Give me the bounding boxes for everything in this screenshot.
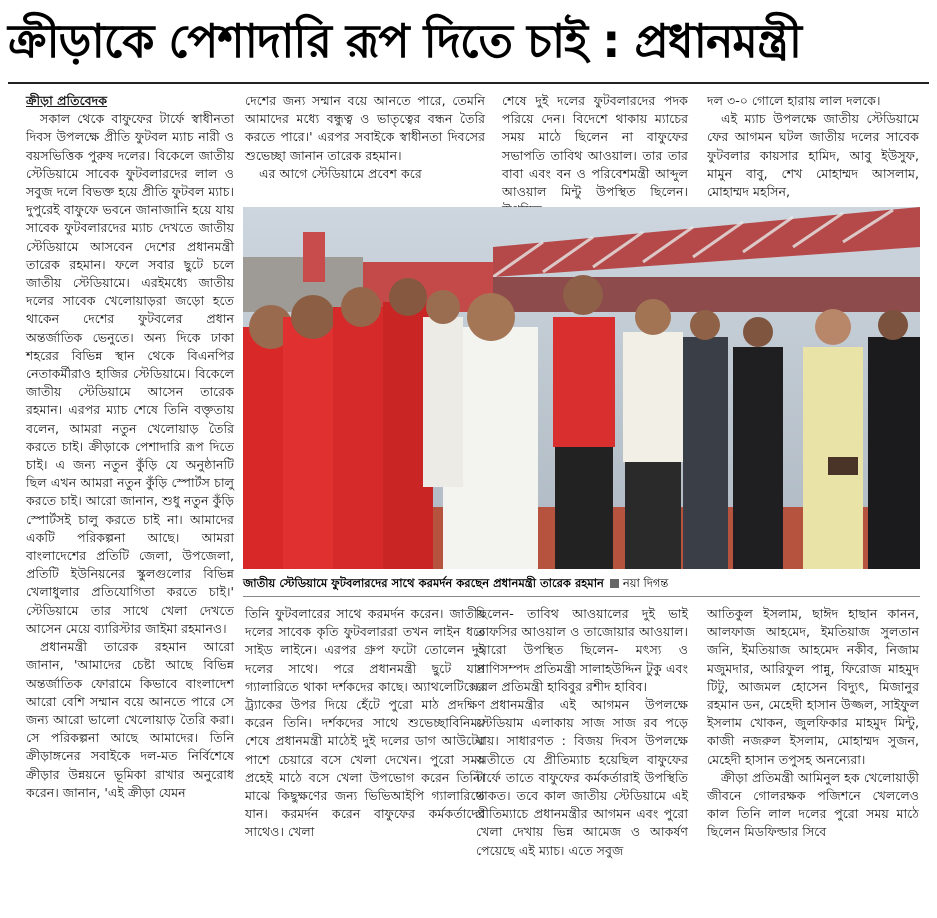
paragraph: ছিলেন- তাবিথ আওয়ালের দুই ভাই তাফসির আওয়াল ও তাজোয়ার আওয়াল। আরো উপস্থিত ছিলেন- মৎস্য ও প্রাণিসম্পদ প্রতিমন্ত্রী সালাহউদ্দিন টুকু এবং রেল প্রতিমন্ত্রী হাবিবুর রশীদ হাবিব। <box>476 606 688 694</box>
caption-divider <box>243 596 920 597</box>
news-photo <box>243 207 920 569</box>
caption-text: জাতীয় স্টেডিয়ামে ফুটবলারদের সাথে করমর্দন করছেন প্রধানমন্ত্রী তারেক রহমান <box>243 576 604 590</box>
photo-caption <box>243 572 920 594</box>
article-column-3-bottom <box>476 605 688 913</box>
paragraph: দল ৩-০ গোলে হারায় লাল দলকে। <box>707 93 881 108</box>
article-column-4-bottom <box>707 605 919 913</box>
paragraph: দেশের জন্য সম্মান বয়ে আনতে পারে, তেমনি আমাদের মধ্যে বন্ধুত্ব ও ভাতৃত্বের বন্ধন তৈরি করতে পারে।' এরপর সবাইকে স্বাধীনতা দিবসের শুভেচ্ছা জানান তারেক রহমান। <box>245 93 485 163</box>
paragraph: শেষে দুই দলের ফুটবলারদের পদক পরিয়ে দেন। বিদেশে থাকায় ম্যাচের সময় মাঠে ছিলেন না বাফুফের সভাপতি তাবিথ আওয়াল। তার তার বাবা এবং বন ও পরিবেশমন্ত্রী আব্দুল আওয়াল মিন্টু উপস্থিত ছিলেন। <box>502 93 688 200</box>
paragraph: এই ম্যাচ উপলক্ষে জাতীয় স্টেডিয়ামে ফের আগমন ঘটল জাতীয় দলের সাবেক ফুটবলার কায়সার হামিদ, আবু ইউসুফ, মামুন বাবু, শেখ মোহাম্মদ আসলাম, মোহাম্মদ মহসিন, <box>707 111 919 200</box>
byline: ক্রীড়া প্রতিবেদক <box>26 93 108 108</box>
paragraph: প্রধানমন্ত্রীর এই আগমন উপলক্ষে স্টেডিয়াম এলাকায় সাজ সাজ রব পড়ে যায়। সাধারণত : বিজয় দিবস উপলক্ষে অতীতে যে প্রীতিম্যাচ হয়েছিল বাফুফের টার্ফে তাতে বাফুফের কর্মকর্তারাই উপস্থিতি থাকত। তবে কাল জাতীয় স্টেডিয়ামে এই প্রীতিম্যাচে প্রধানমন্ত্রীর আগমন এবং পুরো খেলা দেখায় ভিন্ন আমেজ ও আকর্ষণ পেয়েছে এই ম্যাচ। এতে সবুজ <box>476 697 688 858</box>
paragraph: প্রধানমন্ত্রী তারেক রহমান আরো জানান, 'আমাদের চেষ্টা আছে বিভিন্ন অন্তর্জাতিক ফোরামে কিভাবে বাংলাদেশ আরো বেশি সম্মান বয়ে আনতে পারে সে জন্য আরো ভালো খেলোয়াড় তৈরি করা। সে পরিকল্পনা আছে আমাদের। তিনি ক্রীড়াঙ্গনের সবাইকে দল-মত নির্বিশেষে ক্রীড়ার উন্নয়নে ভূমিকা রাখার অনুরোধ করেন। জানান, 'এই ক্রীড়া যেমন <box>26 639 234 800</box>
paragraph: আতিকুল ইসলাম, ছাঈদ হাছান কানন, আলফাজ আহমেদ, ইমতিয়াজ সুলতান জনি, ইমতিয়াজ আহমেদ নকীব, নিজাম মজুমদার, আরিফুল পান্নু, ফিরোজ মাহমুদ টিটু, আজমল হোসেন বিদ্যুৎ, মিজানুর রহমান ডন, মেহেদী হাসান উজ্জল, সাইফুল ইসলাম খোকন, জুলফিকার মাহমুদ মিন্টু, কাজী নজরুল ইসলাম, মোহাম্মদ সুজন, মেহেদী হাসান তপুসহ অনন্যেরা। <box>707 606 919 767</box>
headline: ক্রীড়াকে পেশাদারি রূপ দিতে চাই : প্রধানমন্ত্রী <box>8 14 802 68</box>
photo-credit: নয়া দিগন্ত <box>622 576 669 590</box>
paragraph: তিনি ফুটবলারের সাথে করমর্দন করেন। জাতীয় দলের সাবেক কৃতি ফুটবলাররা তখন লাইন ধরে সাইড লাইনে। এরপর গ্রুপ ফটো তোলেন দুই দলের সাথে। পরে প্রধানমন্ত্রী ছুটে যান গ্যালারিতে থাকা দর্শকদের কাছে। অ্যাথলেটিক্সের ট্র্যাকের উপর দিয়ে হেঁটে পুরো মাঠ প্রদক্ষিণ করেন তিনি। দর্শকদের সাথে শুভেচ্ছাবিনিময় শেষে প্রধানমন্ত্রী মাঠেই দুই দলের ডাগ আউটের পাশে চেয়ারে বসে খেলা দেখেন। পুরো সময় প্রহেই মাঠে বসে খেলা উপভোগ করেন তিনি। মাঝে কিছুক্ষণের জন্য ভিভিআইপি গ্যালারিতে যান। করমর্দন করেন বাফুফের কর্মকর্তাদের সাথেও। খেলা <box>245 606 485 840</box>
paragraph: সকাল থেকে বাফুফের টার্ফে স্বাধীনতা দিবস উপলক্ষে প্রীতি ফুটবল ম্যাচ নারী ও বয়সভিত্তিক পুরুষ দলের। বিকেলে জাতীয় স্টেডিয়ামে সাবেক ফুটবলারদের লাল ও সবুজ দলে বিভক্ত হয়ে প্রীতি ফুটবল ম্যাচ। দুপুরেই বাফুফে ভবনে জানাজানি হয়ে যায় সাবেক ফুটবলারদের ম্যাচ দেখতে জাতীয় স্টেডিয়ামে আসবেন দেশের প্রধানমন্ত্রী তারেক রহমান। ফলে সবার ছুটে চলে জাতীয় স্টেডিয়ামে। এরইমধ্যে জাতীয় দলের সাবেক খেলোয়াড়রা জড়ো হতে থাকেন দেশের ফুটবলের প্রধান অন্তর্জাতিক ভেনুতে। অন্য দিকে ঢাকা শহরের বিভিন্ন স্থান থেকে বিএনপির নেতাকর্মীরাও হাজির স্টেডিয়ামে। বিকেলে জাতীয় স্টেডিয়ামে আসেন তারেক রহমান। এরপর ম্যাচ শেষে তিনি বক্তৃতায় বলেন, আমরা নতুন খেলোয়াড় তৈরি করতে চাই। ক্রীড়াকে পেশাদারি রূপ দিতে চাই। এ জন্য নতুন কুঁড়ি যে অনুষ্ঠানটি ছিল এখন আমরা নতুন কুঁড়ি স্পোর্টস চালু করতে চাই। আরো জানান, শুধু নতুন কুঁড়ি স্পোর্টসই চালু করতে চাই না। আমাদের একটি পরিকল্পনা আছে। আমরা বাংলাদেশের প্রতিটি জেলা, উপজেলা, প্রতিটি ইউনিয়নের স্কুলগুলোর বিভিন্ন খেলাধুলার প্রতিযোগিতা করতে চাই।' স্টেডিয়ামে তার সাথে খেলা দেখতে আসেন মেয়ে ব্যারিস্টার জাইমা রহমানও। <box>26 111 234 636</box>
article-column-2-top <box>245 92 485 202</box>
article-column-3-top <box>502 92 688 202</box>
paragraph: ক্রীড়া প্রতিমন্ত্রী আমিনুল হক খেলোয়াড়ী জীবনে গোলরক্ষক পজিশনে খেললেও কাল তিনি লাল দলের পুরো সময় মাঠে ছিলেন মিডফিল্ডার সিবে <box>707 769 919 840</box>
headline-rule <box>8 82 929 84</box>
paragraph: এর আগে স্টেডিয়ামে প্রবেশ করে <box>259 165 422 181</box>
article-column-1 <box>26 92 234 912</box>
square-bullet-icon <box>610 579 619 588</box>
article-column-2-bottom <box>245 605 485 913</box>
article-column-4-top <box>707 92 919 202</box>
